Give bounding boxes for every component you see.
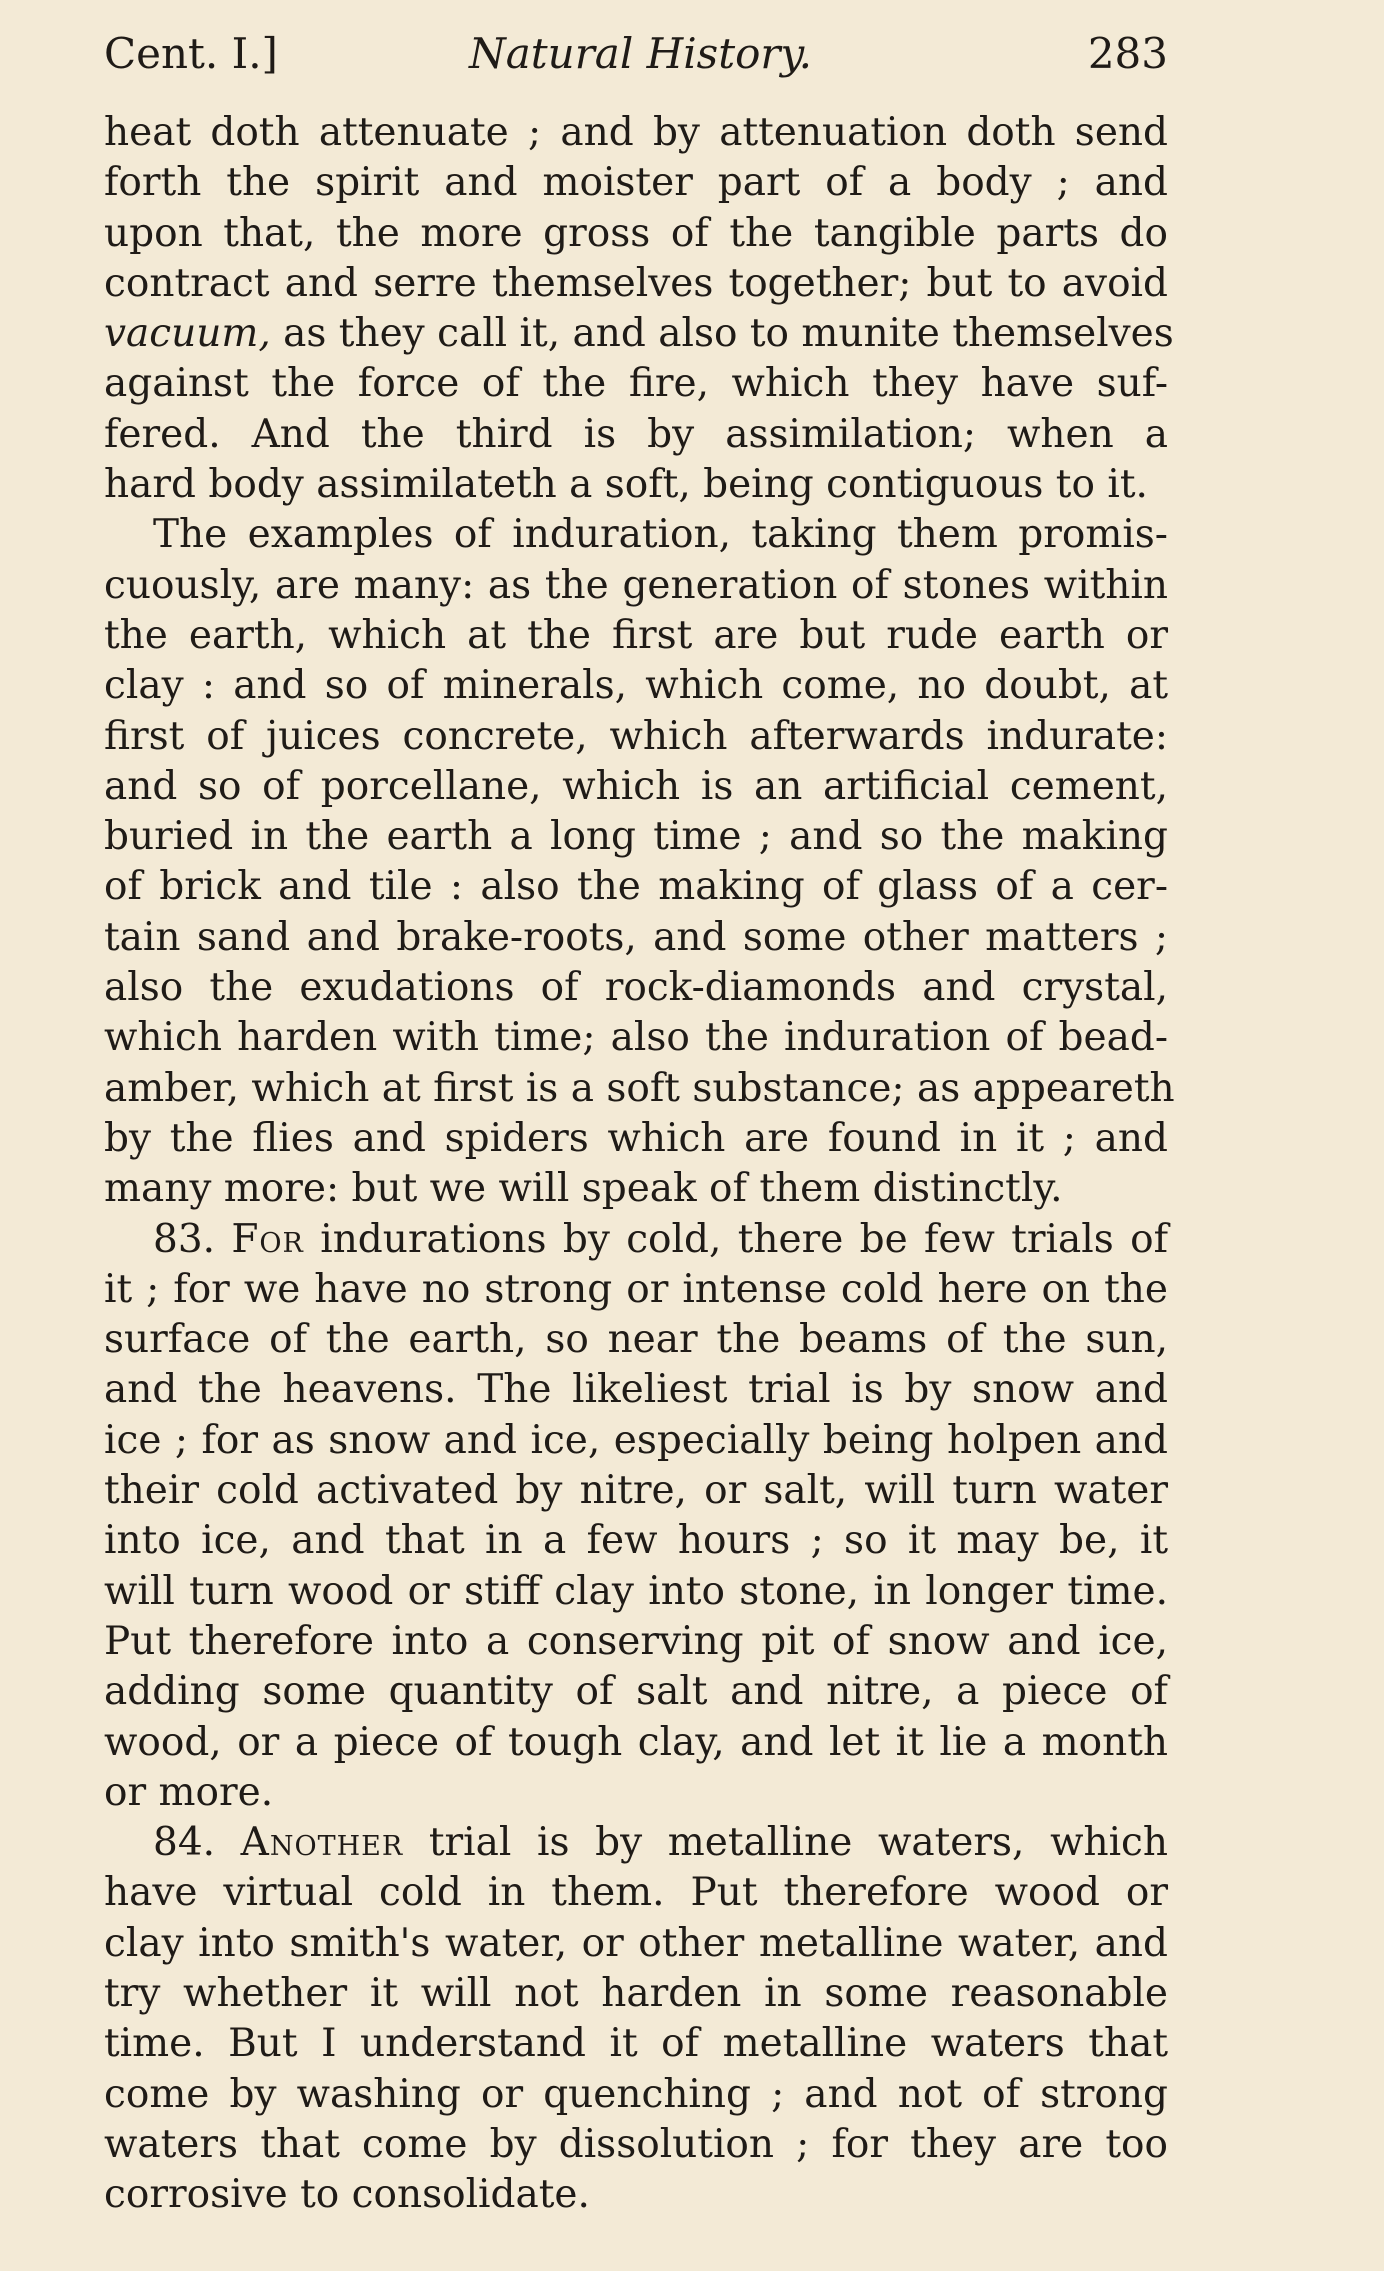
text-line: wood, or a piece of tough clay, and let it lie a month xyxy=(104,1719,1168,1765)
text-line: or more. xyxy=(104,1769,274,1815)
text-line: upon that, the more gross of the tangible parts do xyxy=(104,210,1168,256)
text-line: first of juices concrete, which afterwards indurate: xyxy=(104,713,1168,759)
text-line: also the exudations of rock-diamonds and crystal, xyxy=(104,965,1168,1011)
text-line: fered. And the third is by assimilation; when a xyxy=(104,411,1168,457)
text-line: clay into smith's water, or other metalline water, and xyxy=(104,1920,1168,1966)
text-line: waters that come by dissolution ; for they are too xyxy=(104,2121,1168,2167)
text-line: it ; for we have no strong or intense cold here on the xyxy=(104,1266,1168,1312)
italic-term: vacuum, xyxy=(104,311,271,357)
text-line: into ice, and that in a few hours ; so it may be, it xyxy=(104,1518,1168,1564)
text-line: and so of porcellane, which is an artificial cement, xyxy=(104,763,1168,809)
text-line: many more: but we will speak of them distinctly. xyxy=(104,1166,1063,1212)
text-line xyxy=(104,1215,1168,1265)
text-line: of brick and tile : also the making of glass of a cer- xyxy=(104,864,1168,910)
text-line: against the force of the fire, which they have suf- xyxy=(104,361,1168,407)
text-line: heat doth attenuate ; and by attenuation doth send xyxy=(104,110,1168,155)
text-line: cuously, are many: as the generation of stones within xyxy=(104,562,1168,608)
section-marker: Cent. I.] xyxy=(104,29,278,78)
text-line: time. But I understand it of metalline waters that xyxy=(104,2021,1168,2067)
text-line: surface of the earth, so near the beams of the sun, xyxy=(104,1317,1168,1363)
text-line: tain sand and brake-roots, and some other matters ; xyxy=(104,914,1168,960)
text-line: the earth, which at the first are but rude earth or xyxy=(104,612,1168,658)
text-fragment: as they call it, and also to munite themselves xyxy=(270,311,1174,357)
text-line: adding some quantity of salt and nitre, a piece of xyxy=(104,1669,1168,1715)
paragraph-number: 83. xyxy=(153,1216,232,1262)
running-title: Natural History. xyxy=(469,29,812,78)
text-line: which harden with time; also the induration of bead- xyxy=(104,1015,1168,1061)
text-line: have virtual cold in them. Put therefore wood or xyxy=(104,1870,1168,1916)
text-line: Put therefore into a conserving pit of snow and ice, xyxy=(104,1618,1168,1664)
running-header xyxy=(104,26,1168,82)
paragraph-number: 84. xyxy=(153,1820,241,1866)
text-line: come by washing or quenching ; and not of strong xyxy=(104,2071,1168,2117)
text-line: contract and serre themselves together; but to avoid xyxy=(104,260,1168,306)
text-line: corrosive to consolidate. xyxy=(104,2172,590,2218)
text-line: try whether it will not harden in some reasonable xyxy=(104,1970,1168,2016)
text-line: hard body assimilateth a soft, being contiguous to it. xyxy=(104,462,1148,508)
text-line: by the flies and spiders which are found in it ; and xyxy=(104,1115,1168,1161)
small-caps-lead: For xyxy=(231,1216,304,1262)
text-fragment: trial is by metalline waters, which xyxy=(403,1820,1169,1866)
text-line: their cold activated by nitre, or salt, will turn water xyxy=(104,1468,1168,1514)
text-line: buried in the earth a long time ; and so the making xyxy=(104,814,1168,860)
text-line xyxy=(104,309,1174,359)
text-line: The examples of induration, taking them promis- xyxy=(153,512,1168,558)
text-line: clay : and so of minerals, which come, no doubt, at xyxy=(104,663,1168,709)
text-fragment: indurations by cold, there be few trials of xyxy=(303,1216,1168,1262)
text-line xyxy=(104,1818,1168,1868)
small-caps-lead: Another xyxy=(240,1820,404,1866)
text-line: amber, which at first is a soft substance; as appeareth xyxy=(104,1065,1175,1111)
text-line: ice ; for as snow and ice, especially being holpen and xyxy=(104,1417,1168,1463)
text-line: will turn wood or stiff clay into stone, in longer time. xyxy=(104,1568,1168,1614)
text-line: forth the spirit and moister part of a body ; and xyxy=(104,160,1168,206)
page-number: 283 xyxy=(1087,29,1168,78)
body-text xyxy=(104,108,1175,2220)
text-line: and the heavens. The likeliest trial is by snow and xyxy=(104,1367,1168,1413)
